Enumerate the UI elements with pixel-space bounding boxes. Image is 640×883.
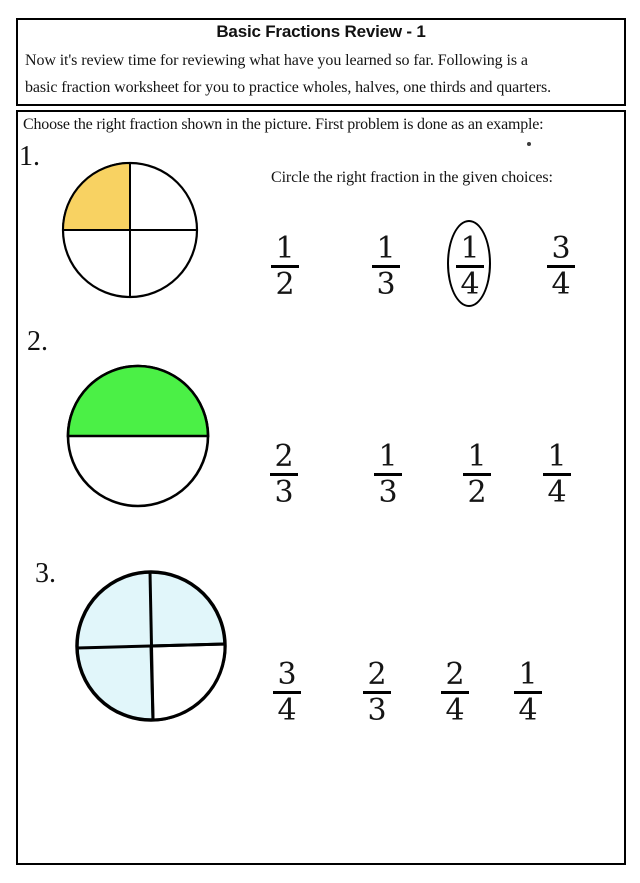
fraction-choice[interactable] — [547, 231, 575, 302]
denominator: 4 — [277, 693, 297, 728]
numerator: 2 — [445, 657, 465, 692]
fraction-choice[interactable] — [363, 657, 391, 728]
denominator: 4 — [445, 693, 465, 728]
problem-1-number: 1. — [19, 141, 40, 172]
fraction-choice-circled[interactable] — [456, 231, 484, 302]
fraction-choice[interactable] — [372, 231, 400, 302]
denominator: 2 — [275, 267, 295, 302]
intro-line-2: basic fraction worksheet for you to practice wholes, halves, one thirds and quarters. — [25, 79, 551, 96]
fraction-choice[interactable] — [374, 439, 402, 510]
fraction-choice[interactable] — [543, 439, 571, 510]
fraction-choice[interactable] — [441, 657, 469, 728]
denominator: 4 — [518, 693, 538, 728]
instruction-text: Choose the right fraction shown in the picture. First problem is done as an example: — [23, 116, 544, 133]
shaded-quarter-wedge — [63, 163, 130, 230]
stray-dot-mark — [527, 142, 531, 146]
fraction-choice[interactable] — [273, 657, 301, 728]
denominator: 4 — [547, 475, 567, 510]
denominator: 4 — [551, 267, 571, 302]
fraction-choice[interactable] — [463, 439, 491, 510]
numerator: 1 — [378, 439, 398, 474]
denominator: 4 — [460, 267, 480, 302]
numerator: 1 — [376, 231, 396, 266]
denominator: 2 — [467, 475, 487, 510]
quarter-shaded-circle-figure — [60, 160, 200, 300]
denominator: 3 — [367, 693, 387, 728]
intro-line-1: Now it's review time for reviewing what have you learned so far. Following is a — [25, 52, 528, 69]
problem-1-prompt: Circle the right fraction in the given choices: — [271, 169, 553, 186]
denominator: 3 — [378, 475, 398, 510]
numerator: 1 — [460, 231, 480, 266]
shaded-half-wedge — [68, 366, 208, 436]
numerator: 1 — [467, 439, 487, 474]
numerator: 3 — [277, 657, 297, 692]
denominator: 3 — [376, 267, 396, 302]
half-shaded-circle-figure — [63, 361, 213, 511]
numerator: 1 — [275, 231, 295, 266]
unshaded-quarter-wedge — [151, 644, 225, 720]
numerator: 2 — [367, 657, 387, 692]
fraction-choice[interactable] — [270, 439, 298, 510]
numerator: 1 — [547, 439, 567, 474]
problem-2-number: 2. — [27, 326, 48, 357]
fraction-choice[interactable] — [514, 657, 542, 728]
denominator: 3 — [274, 475, 294, 510]
fraction-choice[interactable] — [271, 231, 299, 302]
three-quarter-shaded-circle-figure — [73, 568, 229, 724]
numerator: 3 — [551, 231, 571, 266]
numerator: 1 — [518, 657, 538, 692]
problem-3-number: 3. — [35, 558, 56, 589]
numerator: 2 — [274, 439, 294, 474]
page-title: Basic Fractions Review - 1 — [216, 22, 426, 41]
